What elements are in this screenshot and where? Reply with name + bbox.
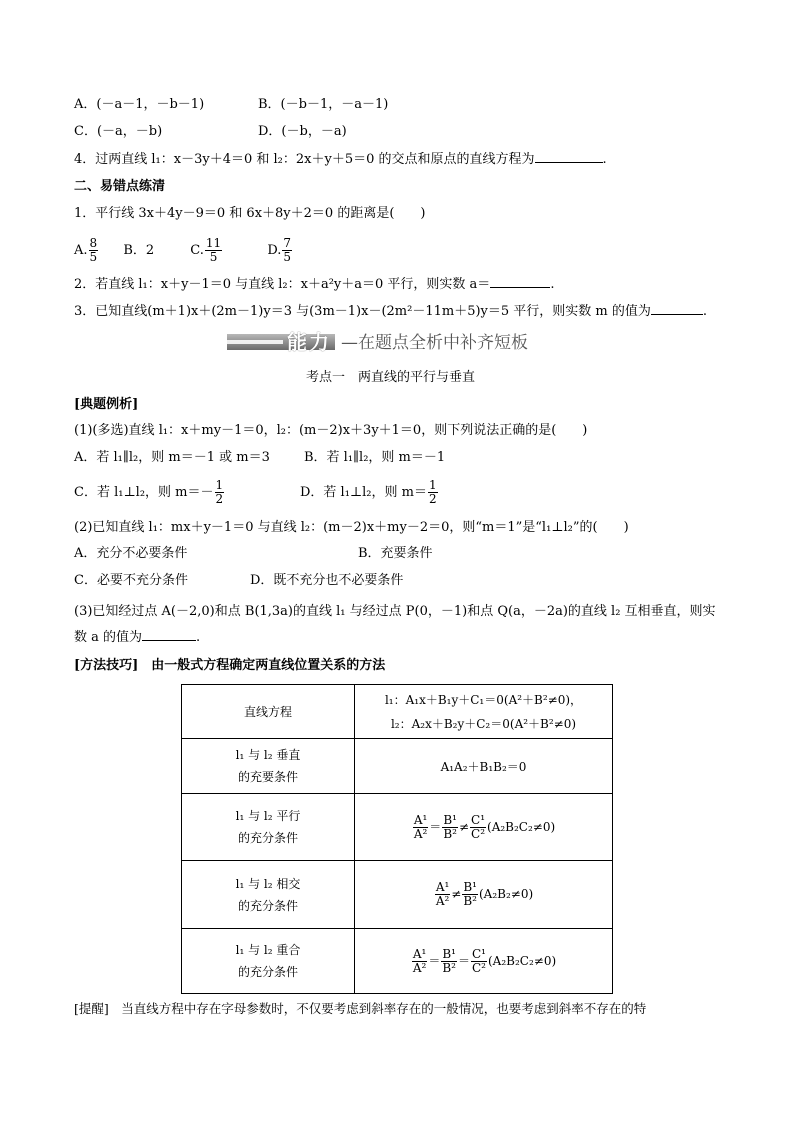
reminder-text: [提醒] 当直线方程中存在字母参数时，不仅要考虑到斜率存在的一般情况，也要考虑到斜率不存在的特 (74, 1001, 647, 1016)
fraction: $\frac{1}{2}$ (215, 478, 224, 506)
error-question-1: 1．平行线 3x＋4y－9＝0 和 6x＋8y＋2＝0 的距离是( ) (74, 206, 426, 221)
option-a-label: A. (74, 243, 88, 258)
period: . (196, 630, 201, 645)
problem-3-line-2 (74, 629, 200, 647)
reminder (74, 1000, 646, 1018)
fraction: $\frac{8}{5}$ (89, 236, 98, 264)
problem-2: (2)已知直线 l₁：mx＋y－1＝0 与直线 l₂：(m－2)x＋my－2＝0，则“m＝1”是“l₁⊥l₂”的( ) (74, 520, 629, 535)
method-heading: [方法技巧] 由一般式方程确定两直线位置关系的方法 (74, 658, 386, 673)
banner-title: 能力 (287, 330, 331, 354)
not-equal-sign: ≠ (451, 887, 462, 901)
table-row (182, 794, 613, 861)
table-row (182, 685, 613, 739)
problem-1-option-a: A．若 l₁∥l₂，则 m＝－1 或 m＝3 (74, 450, 270, 465)
error-question-2 (74, 276, 554, 294)
banner-subtitle: —在题点全析中补齐短板 (341, 333, 528, 353)
answer-blank[interactable] (142, 640, 196, 641)
table-cell (355, 861, 613, 929)
table-row (182, 739, 613, 794)
table-cell (182, 739, 355, 794)
error-question-1-options (74, 234, 293, 268)
fraction: $\frac{\text{B¹}}{\text{B²}}$ (442, 946, 456, 975)
cell-line: l₁ 与 l₂ 重合 (235, 943, 301, 957)
section-heading: 二、易错点练清 (74, 179, 166, 194)
table-row (182, 929, 613, 994)
problem-2-option-d: D．既不充分也不必要条件 (250, 573, 404, 588)
table-cell: 直线方程 (182, 685, 355, 739)
fraction: $\frac{7}{5}$ (283, 236, 292, 264)
fraction: $\frac{\text{C¹}}{\text{C²}}$ (471, 812, 486, 841)
question-4-text: 4．过两直线 l₁：x－3y＋4＝0 和 l₂：2x＋y＋5＝0 的交点和原点的直线方程为 (74, 152, 535, 167)
question-4 (74, 151, 607, 169)
answer-blank[interactable] (490, 287, 550, 288)
problem-2-option-c: C．必要不充分条件 (74, 573, 188, 588)
period: . (550, 277, 555, 292)
not-equal-sign: ≠ (458, 819, 470, 834)
error-question-3-text: 3．已知直线(m＋1)x＋(2m－1)y＝3 与(3m－1)x－(2m²－11m＋5)y＝5 平行，则实数 m 的值为 (74, 304, 651, 319)
table-cell (355, 685, 613, 739)
equals-sign: ＝ (457, 953, 470, 968)
table-cell: A₁A₂＋B₁B₂＝0 (355, 739, 613, 794)
equals-sign: ＝ (429, 819, 442, 834)
fraction: $\frac{\text{B¹}}{\text{B²}}$ (463, 880, 477, 908)
problem-1-option-c (74, 476, 225, 510)
fraction: $\frac{11}{5}$ (205, 236, 222, 264)
condition-text: (A₂B₂C₂≠0) (488, 953, 557, 968)
cell-line: l₁ 与 l₂ 垂直 (235, 748, 301, 762)
option-d-text: D．若 l₁⊥l₂，则 m＝ (300, 485, 427, 500)
option-b-label: B．2 (123, 243, 155, 258)
cell-line: 的充要条件 (237, 770, 298, 784)
answer-blank[interactable] (535, 162, 603, 163)
table-cell (182, 794, 355, 861)
problem-3-line-1: (3)已知经过点 A(－2,0)和点 B(1,3a)的直线 l₁ 与经过点 P(0，－1)和点 Q(a，－2a)的直线 l₂ 互相垂直，则实 (74, 604, 716, 619)
equals-sign: ＝ (428, 953, 441, 968)
cell-line: l₁ 与 l₂ 相交 (235, 876, 301, 891)
problem-2-option-b: B．充要条件 (358, 546, 433, 561)
problem-1-option-b: B．若 l₁∥l₂，则 m＝－1 (304, 450, 446, 465)
table-row (182, 861, 613, 929)
ability-banner (227, 330, 563, 356)
fraction: $\frac{1}{2}$ (428, 478, 437, 506)
cell-line: 的充分条件 (237, 831, 298, 845)
table-cell (182, 861, 355, 929)
table-cell (355, 929, 613, 994)
fraction: $\frac{\text{A¹}}{\text{A²}}$ (413, 812, 428, 841)
period: . (602, 152, 607, 167)
method-table (181, 684, 613, 994)
table-cell (355, 794, 613, 861)
error-question-3 (74, 303, 707, 321)
cell-line: 的充分条件 (237, 965, 298, 979)
option-c: C．(－a，－b) (74, 124, 163, 139)
kaodian-title: 考点一 两直线的平行与垂直 (306, 370, 476, 385)
option-c-text: C．若 l₁⊥l₂，则 m＝－ (74, 485, 214, 500)
answer-blank[interactable] (651, 314, 703, 315)
equation-l1: l₁：A₁x＋B₁y＋C₁＝0(A²＋B²≠0)， (384, 692, 583, 707)
option-a: A．(－a－1，－b－1) (74, 97, 205, 112)
equation-l2: l₂：A₂x＋B₂y＋C₂＝0(A²＋B²≠0) (390, 716, 577, 731)
option-c-label: C. (190, 243, 204, 258)
option-b: B．(－b－1，－a－1) (258, 97, 389, 112)
fraction: $\frac{\text{A¹}}{\text{A²}}$ (435, 880, 450, 908)
period: . (702, 304, 708, 319)
problem-3-text: 数 a 的值为 (74, 630, 143, 645)
table-cell (182, 929, 355, 994)
error-question-2-text: 2．若直线 l₁：x＋y－1＝0 与直线 l₂：x＋a²y＋a＝0 平行，则实数 a＝ (74, 277, 491, 292)
condition-text: (A₂B₂C₂≠0) (487, 819, 556, 834)
option-d-label: D. (267, 243, 282, 258)
problem-1: (1)(多选)直线 l₁：x＋my－1＝0，l₂：(m－2)x＋3y＋1＝0，则下列说法正确的是( ) (74, 423, 588, 438)
condition-text: (A₂B₂≠0) (479, 887, 534, 901)
problem-2-option-a: A．充分不必要条件 (74, 546, 188, 561)
option-d: D．(－b，－a) (258, 124, 347, 139)
cell-line: 的充分条件 (237, 898, 298, 913)
problem-1-option-d (300, 476, 439, 510)
example-heading: [典题例析] (74, 397, 139, 412)
banner-stripe (227, 340, 283, 344)
fraction: $\frac{\text{B¹}}{\text{B²}}$ (443, 812, 457, 841)
fraction: $\frac{\text{C¹}}{\text{C²}}$ (472, 946, 486, 975)
fraction: $\frac{\text{A¹}}{\text{A²}}$ (412, 946, 427, 975)
cell-line: l₁ 与 l₂ 平行 (235, 809, 301, 823)
